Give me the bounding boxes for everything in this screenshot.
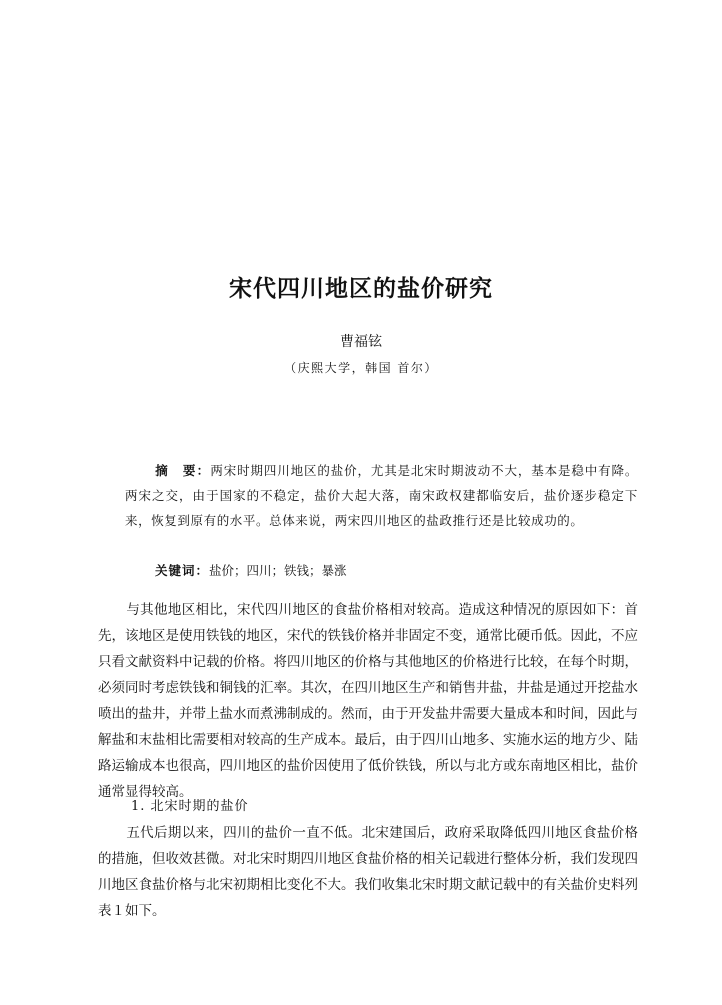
- abstract: [125, 458, 638, 533]
- keywords-text: 盐价；四川；铁钱；暴涨: [209, 563, 347, 578]
- body-paragraph-1: [98, 597, 638, 805]
- body-paragraph-2-text: 五代后期以来，四川的盐价一直不低。北宋建国后，政府采取降低四川地区食盐价格的措施，但收效甚微。对北宋时期四川地区食盐价格的相关记载进行整体分析，我们发现四川地区食盐价格与北宋初期相比变化不大。我们收集北宋时期文献记载中的有关盐价史料列表１如下。: [98, 825, 638, 919]
- keywords: [155, 558, 635, 583]
- body-paragraph-2: [98, 820, 638, 924]
- body-paragraph-1-text: 与其他地区相比，宋代四川地区的食盐价格相对较高。造成这种情况的原因如下：首先，该地区是使用铁钱的地区，宋代的铁钱价格并非固定不变，通常比硬币低。因此，不应只看文献资料中记载的价格。将四川地区的价格与其他地区的价格进行比较，在每个时期，必须同时考虑铁钱和铜钱的汇率。其次，在四川地区生产和销售井盐，井盐是通过开挖盐水喷出的盐井，并带上盐水而煮沸制成的。然而，由于开发盐井需要大量成本和时间，因此与解盐和末盐相比需要相对较高的生产成本。最后，由于四川山地多、实施水运的地方少、陆路运输成本也很高，四川地区的盐价因使用了低价铁钱，所以与北方或东南地区相比，盐价通常显得较高。: [98, 602, 638, 800]
- section-heading-1: 1. 北宋时期的盐价: [131, 799, 249, 814]
- abstract-text: 两宋时期四川地区的盐价，尤其是北宋时期波动不大，基本是稳中有降。两宋之交，由于国家的不稳定，盐价大起大落，南宋政权建都临安后，盐价逐步稳定下来，恢复到原有的水平。总体来说，两宋四川地区的盐政推行还是比较成功的。: [125, 463, 638, 528]
- abstract-label: 摘 要：: [155, 463, 211, 478]
- author-name: 曹福铉: [340, 334, 382, 350]
- keywords-label: 关键词：: [155, 563, 210, 578]
- paper-title: 宋代四川地区的盐价研究: [229, 275, 493, 302]
- author-affiliation: （庆熙大学，韩国 首尔）: [284, 361, 438, 375]
